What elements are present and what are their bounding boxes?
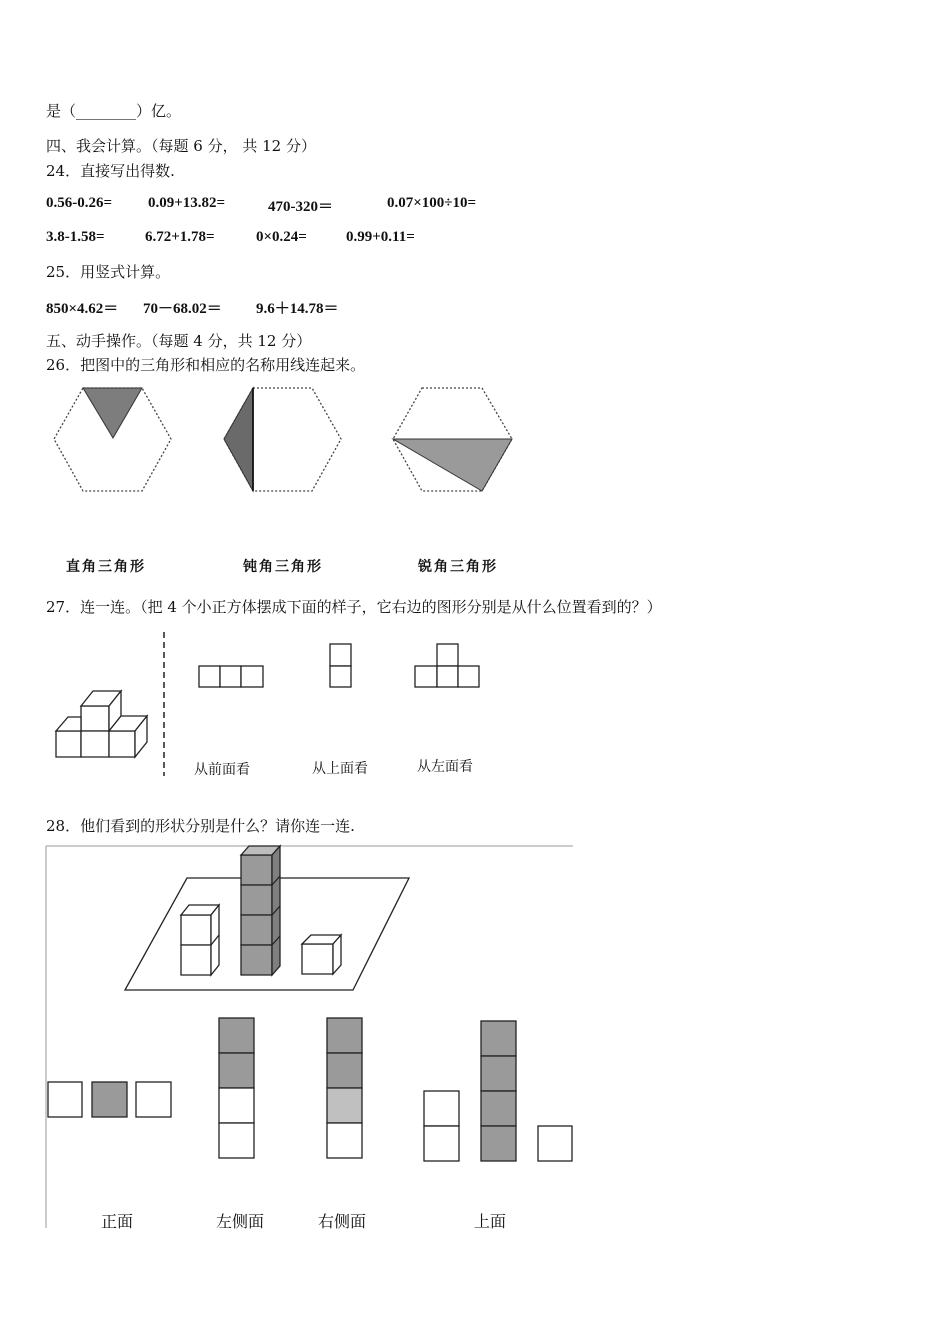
q28-middle-stack (241, 846, 280, 975)
q28-label: 28．他们看到的形状分别是什么？请你连一连. (46, 817, 355, 835)
q27-view-left: 从左面看 (417, 759, 473, 775)
q28-view-front: 正面 (101, 1212, 134, 1231)
q27-view-top: 从上面看 (312, 761, 368, 777)
q24-label: 24．直接写出得数. (46, 162, 175, 180)
q24-item: 3.8-1.58= (46, 229, 105, 245)
q25-item: 9.6＋14.78＝ (256, 301, 339, 317)
top-fragment: 是（________）亿。 (46, 102, 182, 120)
q26-name-right: 直角三角形 (66, 559, 146, 575)
q28-right-side-view-squares (327, 1018, 362, 1158)
q24-item: 0×0.24= (256, 229, 307, 245)
q28-left-side-view-squares (219, 1018, 254, 1158)
q24-item: 0.09+13.82= (148, 195, 226, 211)
q24-item: 470-320＝ (268, 199, 333, 215)
q28-front-view-squares (48, 1082, 171, 1117)
q25-item: 850×4.62＝ (46, 301, 119, 317)
section5-title: 五、动手操作。（每题 4 分，共 12 分） (46, 332, 312, 350)
q26-name-acute: 锐角三角形 (418, 559, 498, 575)
q27-view-front: 从前面看 (194, 762, 250, 778)
q28-view-left-side: 左侧面 (216, 1212, 265, 1231)
q28-left-stack (181, 905, 219, 975)
q25-label: 25．用竖式计算。 (46, 263, 171, 281)
q28-view-right-side: 右侧面 (318, 1212, 367, 1231)
q27-label: 27．连一连。（把 4 个小正方体摆成下面的样子，它右边的图形分别是从什么位置看到的？） (46, 598, 662, 616)
q26-label: 26．把图中的三角形和相应的名称用线连起来。 (46, 356, 366, 374)
q26-name-obtuse: 钝角三角形 (243, 559, 323, 575)
q25-item: 70－68.02＝ (143, 301, 222, 317)
q24-item: 0.56-0.26= (46, 195, 113, 211)
q28-right-cube (302, 935, 341, 974)
q28-top-view-squares (424, 1021, 572, 1161)
section4-title: 四、我会计算。（每题 6 分， 共 12 分） (46, 137, 316, 155)
q24-item: 0.99+0.11= (346, 229, 415, 245)
q24-item: 0.07×100÷10= (387, 195, 477, 211)
q28-view-top: 上面 (474, 1212, 507, 1231)
q24-item: 6.72+1.78= (145, 229, 215, 245)
